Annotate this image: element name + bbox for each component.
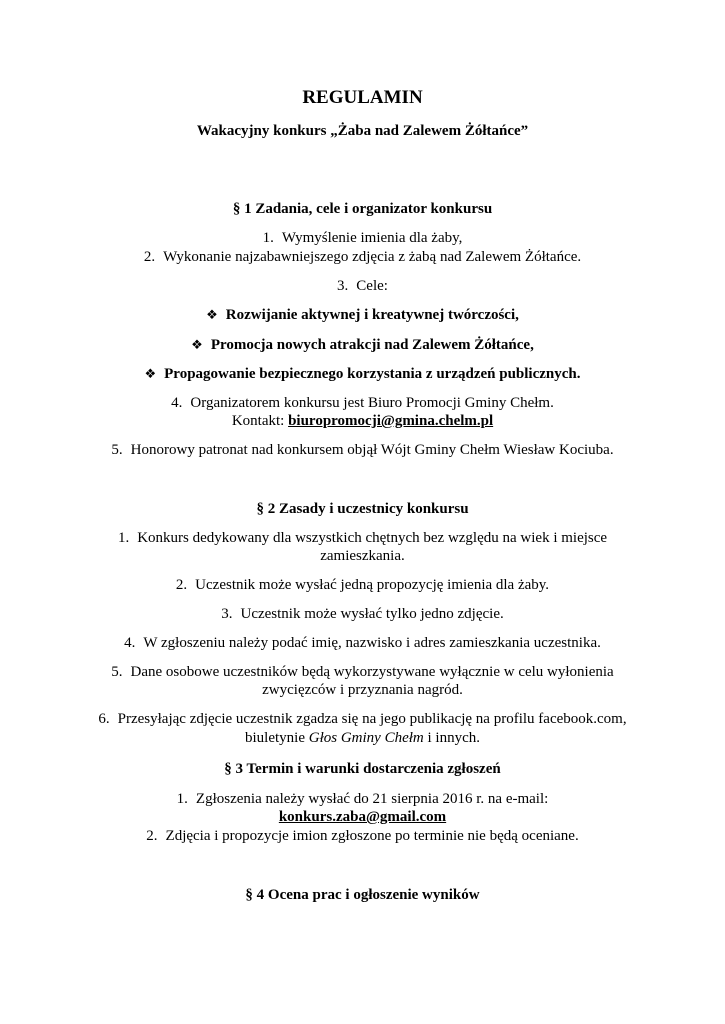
contest-email-link[interactable]: konkurs.zaba@gmail.com [278, 809, 447, 825]
list-item-text: Zdjęcia i propozycje imion zgłoszone po terminie nie będą oceniane. [165, 828, 579, 844]
list-number: 3. [337, 278, 349, 294]
list-number: 6. [98, 711, 110, 727]
bulletin-name: Głos Gminy Chełm [308, 730, 424, 746]
list-item-text: Honorowy patronat nad konkursem objął Wójt Gminy Chełm Wiesław Kociuba. [130, 442, 614, 458]
goal-text: Propagowanie bezpiecznego korzystania z urządzeń publicznych. [164, 366, 581, 382]
list-number: 1. [117, 530, 130, 546]
s2-list-item-5-cont: zwycięzców i przyznania nagród. [262, 682, 463, 698]
s1-list-item-1 [0, 229, 725, 247]
contact-line [0, 412, 725, 430]
list-number: 1. [176, 791, 188, 807]
text-segment: biuletynie [245, 730, 305, 746]
s2-list-item-1 [0, 529, 725, 547]
diamond-bullet-icon: ❖ [191, 338, 203, 353]
s3-list-item-1 [0, 790, 725, 808]
list-number: 4. [124, 635, 136, 651]
list-item-text: Wymyślenie imienia dla żaby, [281, 230, 463, 246]
s1-list-item-3 [0, 277, 725, 295]
goal-item-2 [0, 336, 725, 354]
list-number: 3. [221, 606, 233, 622]
diamond-bullet-icon: ❖ [206, 308, 218, 323]
s2-list-item-1-cont: zamieszkania. [320, 548, 405, 564]
section-1-heading: § 1 Zadania, cele i organizator konkursu [232, 201, 493, 217]
document-subtitle: Wakacyjny konkurs „Żaba nad Zalewem Żółtańce” [196, 123, 529, 139]
list-item-text: Organizatorem konkursu jest Biuro Promocji Gminy Chełm. [190, 395, 554, 411]
s3-email-line [0, 808, 725, 826]
goal-item-1 [0, 306, 725, 324]
section-4-heading: § 4 Ocena prac i ogłoszenie wyników [245, 887, 480, 903]
s2-list-item-3 [0, 605, 725, 623]
list-number: 2. [146, 828, 158, 844]
goal-text: Promocja nowych atrakcji nad Zalewem Żółtańce, [210, 337, 534, 353]
s2-list-item-6 [0, 710, 725, 728]
s3-list-item-2 [0, 827, 725, 845]
goal-item-3 [0, 365, 725, 383]
goal-text: Rozwijanie aktywnej i kreatywnej twórczości, [225, 307, 519, 323]
list-item-text: W zgłoszeniu należy podać imię, nazwisko i adres zamieszkania uczestnika. [143, 635, 601, 651]
contact-label: Kontakt: [231, 413, 285, 429]
s1-list-item-4 [0, 394, 725, 412]
list-item-text: Uczestnik może wysłać tylko jedno zdjęcie. [240, 606, 504, 622]
list-item-text: Zgłoszenia należy wysłać do 21 sierpnia 2016 r. na e-mail: [195, 791, 549, 807]
list-item-text: Wykonanie najzabawniejszego zdjęcia z żabą nad Zalewem Żółtańce. [163, 249, 582, 265]
list-number: 2. [143, 249, 156, 265]
section-2-heading: § 2 Zasady i uczestnicy konkursu [256, 501, 469, 517]
list-number: 4. [171, 395, 183, 411]
list-number: 2. [175, 577, 188, 593]
section-3-heading: § 3 Termin i warunki dostarczenia zgłoszeń [224, 761, 501, 777]
s2-list-item-2 [0, 576, 725, 594]
s2-list-item-5 [0, 663, 725, 681]
list-item-text: Uczestnik może wysłać jedną propozycję imienia dla żaby. [195, 577, 550, 593]
contact-email-link[interactable]: biuropromocji@gmina.chelm.pl [288, 413, 494, 429]
list-number: 5. [111, 664, 123, 680]
s2-list-item-6-cont [0, 729, 725, 747]
text-segment: i innych. [427, 730, 480, 746]
s1-list-item-2 [0, 248, 725, 266]
diamond-bullet-icon: ❖ [144, 367, 157, 382]
list-number: 5. [111, 442, 123, 458]
list-item-text: Dane osobowe uczestników będą wykorzystywane wyłącznie w celu wyłonienia [130, 664, 614, 680]
document-title: REGULAMIN [302, 87, 423, 108]
list-number: 1. [262, 230, 274, 246]
list-item-text: Przesyłając zdjęcie uczestnik zgadza się na jego publikację na profilu facebook.com, [117, 711, 627, 727]
list-item-text: Cele: [356, 278, 388, 294]
list-item-text: Konkurs dedykowany dla wszystkich chętnych bez względu na wiek i miejsce [137, 530, 608, 546]
s1-list-item-5 [0, 441, 725, 459]
s2-list-item-4 [0, 634, 725, 652]
